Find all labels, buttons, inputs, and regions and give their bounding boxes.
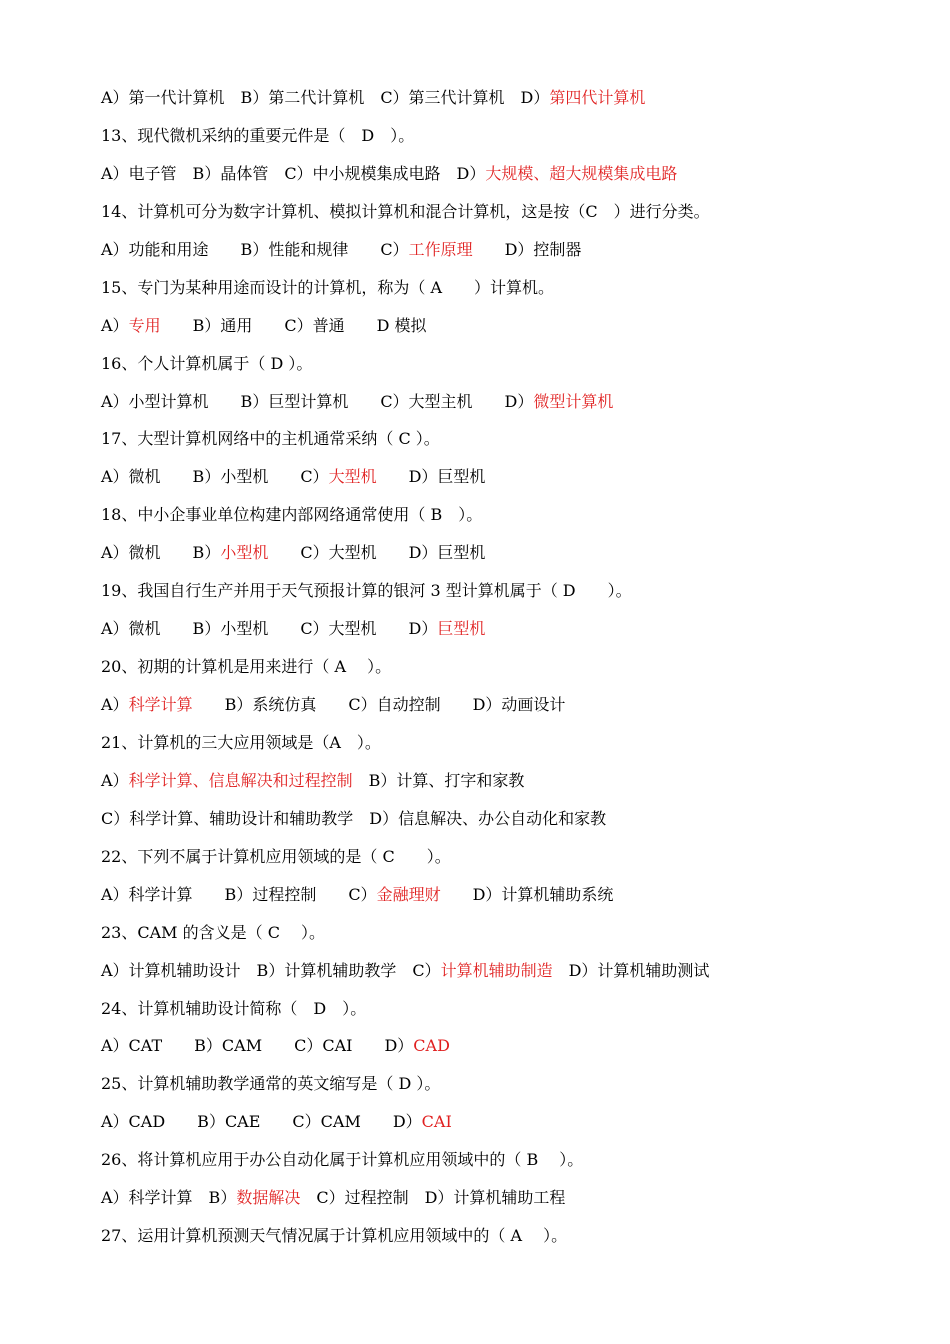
text-segment: D）计算机辅助测试 [552, 960, 710, 980]
text-segment: A）计算机辅助设计 B）计算机辅助教学 C） [101, 960, 441, 980]
text-line [101, 1034, 901, 1072]
text-line [101, 1072, 901, 1110]
text-line [101, 238, 901, 276]
text-segment: D）巨型机 [376, 467, 486, 487]
text-segment: A） [101, 315, 129, 335]
text-segment: 17、大型计算机网络中的主机通常采纳（ C ）。 [101, 429, 440, 449]
text-line [101, 200, 901, 238]
text-line [101, 124, 901, 162]
text-line [101, 541, 901, 579]
text-line [101, 276, 901, 314]
text-segment: A）科学计算 B）过程控制 C） [101, 884, 377, 904]
text-line [101, 465, 901, 503]
answer-highlight: 计算机辅助制造 [440, 960, 553, 980]
answer-highlight: CAD [413, 1036, 450, 1056]
text-line [101, 883, 901, 921]
text-segment: D）控制器 [472, 239, 582, 259]
text-segment: A）小型计算机 B）巨型计算机 C）大型主机 D） [101, 391, 534, 411]
answer-highlight: 微型计算机 [533, 391, 614, 411]
text-line [101, 352, 901, 390]
text-segment: 24、计算机辅助设计简称（ D ）。 [101, 998, 367, 1018]
answer-highlight: CAI [421, 1112, 452, 1132]
text-line [101, 959, 901, 997]
document-body [101, 86, 901, 1262]
text-segment: A）微机 B）小型机 C）大型机 D） [101, 619, 438, 639]
text-segment: 23、CAM 的含义是（ C ）。 [101, 922, 326, 942]
text-segment: C）科学计算、辅助设计和辅助教学 D）信息解决、办公自动化和家教 [101, 808, 607, 828]
text-segment: A） [101, 770, 129, 790]
text-line [101, 1110, 901, 1148]
text-line [101, 503, 901, 541]
text-segment: A）微机 B） [101, 543, 221, 563]
text-segment: A）功能和用途 B）性能和规律 C） [101, 239, 409, 259]
text-line [101, 921, 901, 959]
text-segment: B）计算、打字和家教 [352, 770, 525, 790]
answer-highlight: 专用 [128, 315, 161, 335]
text-segment: 25、计算机辅助教学通常的英文缩写是（ D ）。 [101, 1074, 441, 1094]
text-segment: 19、我国自行生产并用于天气预报计算的银河 3 型计算机属于（ D ）。 [101, 581, 632, 601]
text-line [101, 1186, 901, 1224]
text-segment: C）大型机 D）巨型机 [268, 543, 486, 563]
text-line [101, 390, 901, 428]
text-line [101, 693, 901, 731]
answer-highlight: 金融理财 [376, 884, 441, 904]
text-segment: 26、将计算机应用于办公自动化属于计算机应用领域中的（ B ）。 [101, 1150, 584, 1170]
answer-highlight: 科学计算 [128, 695, 193, 714]
text-segment: A）电子管 B）晶体管 C）中小规模集成电路 D） [101, 163, 486, 183]
text-line [101, 1148, 901, 1186]
text-segment: D）计算机辅助系统 [440, 884, 614, 904]
text-segment: 14、计算机可分为数字计算机、模拟计算机和混合计算机，这是按（C ）进行分类。 [101, 201, 710, 221]
text-line [101, 86, 901, 124]
text-segment: B）系统仿真 C）自动控制 D）动画设计 [192, 695, 566, 714]
text-segment: A）CAT B）CAM C）CAI D） [101, 1036, 414, 1056]
text-segment: 15、专门为某种用途而设计的计算机，称为（ A ）计算机。 [101, 277, 555, 297]
text-segment: 20、初期的计算机是用来进行（ A ）。 [101, 657, 392, 677]
text-segment: 27、运用计算机预测天气情况属于计算机应用领域中的（ A ）。 [101, 1226, 568, 1246]
answer-highlight: 科学计算、信息解决和过程控制 [128, 770, 353, 790]
text-line [101, 845, 901, 883]
text-segment: 21、计算机的三大应用领域是（A ）。 [101, 732, 381, 752]
text-line [101, 617, 901, 655]
text-segment: A） [101, 695, 129, 714]
text-segment: 16、个人计算机属于（ D ）。 [101, 353, 313, 373]
answer-highlight: 大规模、超大规模集成电路 [485, 163, 678, 183]
answer-highlight: 工作原理 [408, 239, 473, 259]
text-line [101, 807, 901, 845]
text-line [101, 997, 901, 1035]
text-segment: A）科学计算 B） [101, 1188, 237, 1208]
text-line [101, 579, 901, 617]
text-line [101, 427, 901, 465]
text-line [101, 655, 901, 693]
text-line [101, 769, 901, 807]
answer-highlight: 数据解决 [236, 1188, 301, 1208]
text-segment: 13、现代微机采纳的重要元件是（ D ）。 [101, 125, 415, 145]
text-line [101, 1224, 901, 1262]
answer-highlight: 第四代计算机 [549, 88, 646, 107]
text-line [101, 162, 901, 200]
text-segment: A）CAD B）CAE C）CAM D） [101, 1112, 422, 1132]
answer-highlight: 巨型机 [437, 619, 486, 639]
text-segment: B）通用 C）普通 D 模拟 [160, 315, 427, 335]
text-segment: 18、中小企事业单位构建内部网络通常使用（ B ）。 [101, 505, 483, 525]
text-segment: A）微机 B）小型机 C） [101, 467, 329, 487]
text-line [101, 731, 901, 769]
text-segment: 22、下列不属于计算机应用领域的是（ C ）。 [101, 846, 451, 866]
answer-highlight: 大型机 [328, 467, 377, 487]
text-segment: C）过程控制 D）计算机辅助工程 [300, 1188, 566, 1208]
text-segment: A）第一代计算机 B）第二代计算机 C）第三代计算机 D） [101, 88, 550, 107]
text-line [101, 314, 901, 352]
answer-highlight: 小型机 [220, 543, 269, 563]
